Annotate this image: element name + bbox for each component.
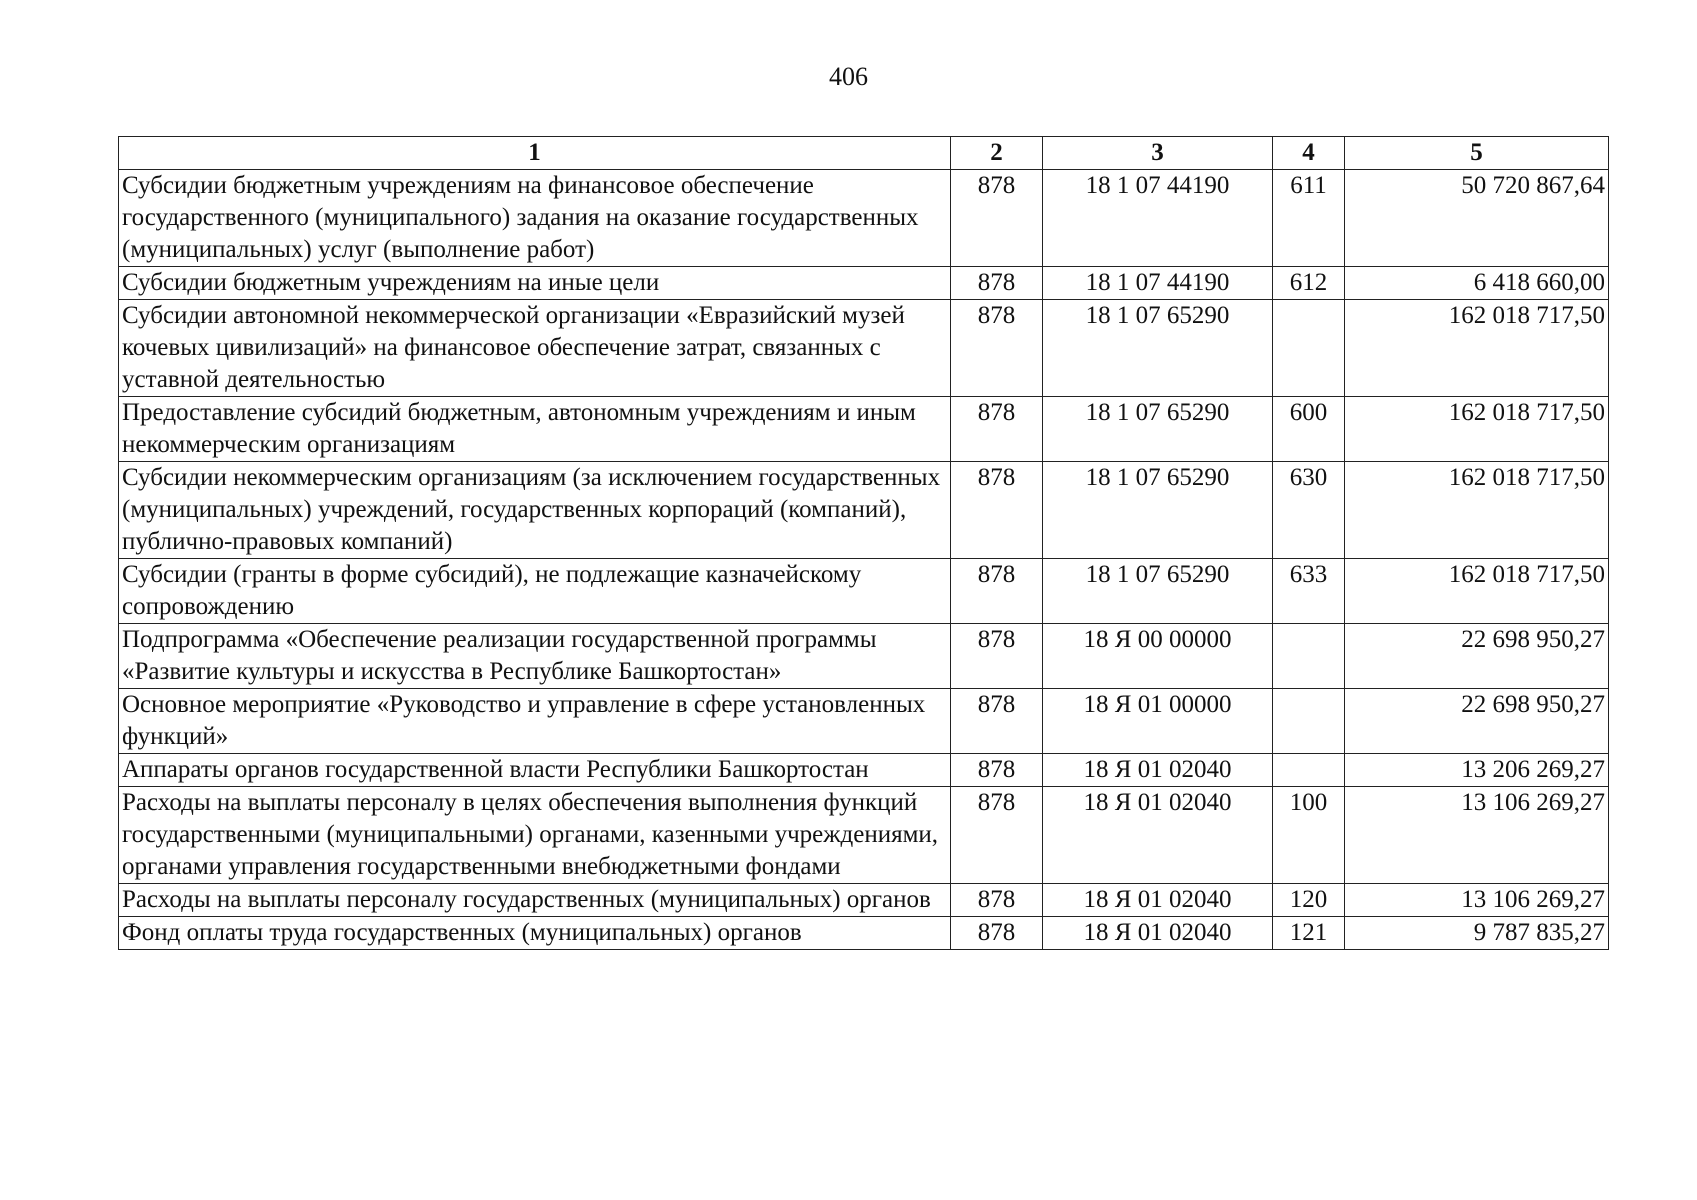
row-amount-cell: 13 106 269,27 [1345,787,1609,884]
row-amount-cell: 13 106 269,27 [1345,884,1609,917]
row-name-cell: Основное мероприятие «Руководство и управление в сфере установленных функций» [119,689,951,754]
row-name-cell: Расходы на выплаты персоналу в целях обеспечения выполнения функций государственными (муниципальными) органами, казенными учреждениями, органами управления государственными внебюджетными фондами [119,787,951,884]
row-admin-code-cell: 878 [951,787,1043,884]
row-amount-cell: 22 698 950,27 [1345,689,1609,754]
table-row [119,397,1609,462]
row-name-cell: Подпрограмма «Обеспечение реализации государственной программы «Развитие культуры и искусства в Республике Башкортостан» [119,624,951,689]
row-admin-code-cell: 878 [951,170,1043,267]
row-target-article-cell: 18 1 07 44190 [1043,170,1273,267]
table-row [119,267,1609,300]
row-target-article-cell: 18 Я 01 02040 [1043,754,1273,787]
row-expense-type-cell: 600 [1273,397,1345,462]
row-name-cell: Аппараты органов государственной власти Республики Башкортостан [119,754,951,787]
row-amount-cell: 6 418 660,00 [1345,267,1609,300]
table-row [119,917,1609,950]
row-expense-type-cell: 633 [1273,559,1345,624]
table-row [119,170,1609,267]
row-expense-type-cell: 121 [1273,917,1345,950]
row-expense-type-cell: 100 [1273,787,1345,884]
row-expense-type-cell: 120 [1273,884,1345,917]
row-target-article-cell: 18 Я 00 00000 [1043,624,1273,689]
row-admin-code-cell: 878 [951,462,1043,559]
header-col-2: 2 [951,137,1043,170]
header-col-3: 3 [1043,137,1273,170]
row-target-article-cell: 18 1 07 65290 [1043,559,1273,624]
row-target-article-cell: 18 1 07 44190 [1043,267,1273,300]
row-admin-code-cell: 878 [951,559,1043,624]
row-amount-cell: 162 018 717,50 [1345,300,1609,397]
table-header [119,137,1609,170]
row-amount-cell: 162 018 717,50 [1345,462,1609,559]
row-target-article-cell: 18 Я 01 02040 [1043,884,1273,917]
row-amount-cell: 162 018 717,50 [1345,559,1609,624]
row-expense-type-cell [1273,754,1345,787]
table-row [119,559,1609,624]
table-row [119,787,1609,884]
row-amount-cell: 22 698 950,27 [1345,624,1609,689]
row-admin-code-cell: 878 [951,300,1043,397]
row-expense-type-cell [1273,689,1345,754]
row-name-cell: Расходы на выплаты персоналу государственных (муниципальных) органов [119,884,951,917]
table-row [119,884,1609,917]
header-col-1: 1 [119,137,951,170]
table-body [119,170,1609,950]
row-admin-code-cell: 878 [951,267,1043,300]
table-row [119,754,1609,787]
row-expense-type-cell [1273,300,1345,397]
row-amount-cell: 162 018 717,50 [1345,397,1609,462]
row-admin-code-cell: 878 [951,397,1043,462]
row-admin-code-cell: 878 [951,624,1043,689]
row-admin-code-cell: 878 [951,754,1043,787]
row-expense-type-cell: 630 [1273,462,1345,559]
row-amount-cell: 13 206 269,27 [1345,754,1609,787]
row-target-article-cell: 18 Я 01 02040 [1043,917,1273,950]
header-col-5: 5 [1345,137,1609,170]
table-row [119,689,1609,754]
table-row [119,624,1609,689]
table-row [119,300,1609,397]
page-number: 406 [829,62,868,91]
table-row [119,462,1609,559]
row-name-cell: Субсидии бюджетным учреждениям на иные цели [119,267,951,300]
row-amount-cell: 9 787 835,27 [1345,917,1609,950]
row-target-article-cell: 18 1 07 65290 [1043,300,1273,397]
row-expense-type-cell: 612 [1273,267,1345,300]
row-target-article-cell: 18 Я 01 00000 [1043,689,1273,754]
row-name-cell: Субсидии бюджетным учреждениям на финансовое обеспечение государственного (муниципального) задания на оказание государственных (муниципальных) услуг (выполнение работ) [119,170,951,267]
row-name-cell: Фонд оплаты труда государственных (муниципальных) органов [119,917,951,950]
row-admin-code-cell: 878 [951,884,1043,917]
header-col-4: 4 [1273,137,1345,170]
row-target-article-cell: 18 1 07 65290 [1043,397,1273,462]
row-admin-code-cell: 878 [951,917,1043,950]
row-amount-cell: 50 720 867,64 [1345,170,1609,267]
row-expense-type-cell: 611 [1273,170,1345,267]
row-target-article-cell: 18 Я 01 02040 [1043,787,1273,884]
row-name-cell: Субсидии автономной некоммерческой организации «Евразийский музей кочевых цивилизаций» на финансовое обеспечение затрат, связанных с уставной деятельностью [119,300,951,397]
row-expense-type-cell [1273,624,1345,689]
header-row [119,137,1609,170]
row-name-cell: Субсидии (гранты в форме субсидий), не подлежащие казначейскому сопровождению [119,559,951,624]
row-target-article-cell: 18 1 07 65290 [1043,462,1273,559]
row-name-cell: Субсидии некоммерческим организациям (за исключением государственных (муниципальных) учреждений, государственных корпораций (компаний), публично-правовых компаний) [119,462,951,559]
row-admin-code-cell: 878 [951,689,1043,754]
row-name-cell: Предоставление субсидий бюджетным, автономным учреждениям и иным некоммерческим организациям [119,397,951,462]
budget-table [118,136,1609,950]
